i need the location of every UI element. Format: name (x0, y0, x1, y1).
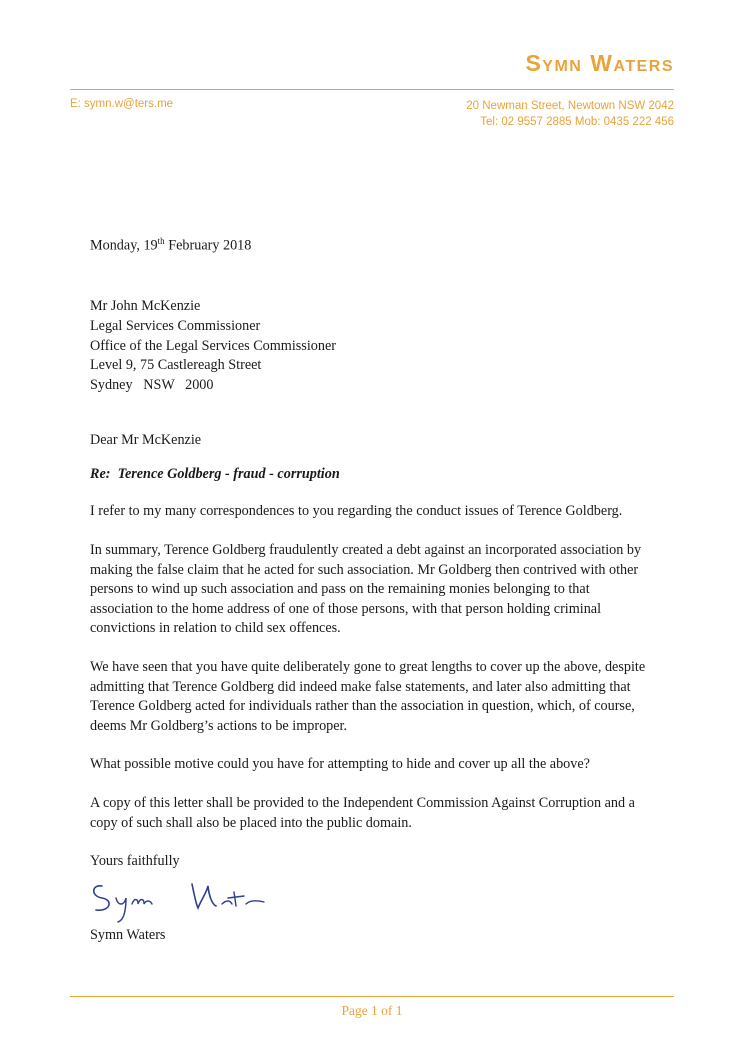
letterhead-address: 20 Newman Street, Newtown NSW 2042 (466, 100, 674, 112)
recipient-line: Level 9, 75 Castlereagh Street (90, 357, 262, 374)
letter-date: Monday, 19th February 2018 (90, 236, 252, 254)
signatory-name: Symn Waters (90, 926, 166, 943)
recipient-line: Legal Services Commissioner (90, 317, 261, 334)
recipient-line: Sydney NSW 2000 (90, 376, 214, 393)
letterhead-brand: Symn Waters (525, 50, 674, 76)
body-paragraph: In summary, Terence Goldberg fraudulently created a debt against an incorporated association by making the false claim that he acted for such association. Mr Goldberg then contrived with other persons to wind up such association and pass on the remaining monies belonging to that association to the home address of one of those persons, with that person holding criminal convictions in relation to child sex offences. (90, 542, 642, 637)
body-paragraph: What possible motive could you have for attempting to hide and cover up all the above? (90, 756, 590, 773)
letterhead-contact (466, 98, 674, 130)
body-paragraph: I refer to my many correspondences to you regarding the conduct issues of Terence Goldberg. (90, 503, 623, 520)
closing: Yours faithfully (90, 853, 180, 870)
body-paragraph: A copy of this letter shall be provided to the Independent Commission Against Corruption and a copy of such shall also be placed into the public domain. (90, 795, 635, 831)
letterhead-email: E: symn.w@ters.me (70, 98, 174, 110)
page-number: Page 1 of 1 (341, 1003, 403, 1018)
footer-divider (70, 996, 674, 997)
subject-line: Re: Terence Goldberg - fraud - corruption (90, 465, 340, 482)
body-paragraph: We have seen that you have quite deliberately gone to great lengths to cover up the above, despite admitting that Terence Goldberg did indeed make false statements, and later also admitting that Terence Goldberg acted for individuals rather than the association in question, which, of course, deems Mr Goldberg’s actions to be improper. (90, 659, 646, 734)
recipient-line: Office of the Legal Services Commissioner (90, 337, 336, 354)
signature (88, 874, 278, 926)
salutation: Dear Mr McKenzie (90, 432, 202, 449)
letterhead-divider (70, 89, 674, 90)
letterhead-phones: Tel: 02 9557 2885 Mob: 0435 222 456 (480, 116, 674, 128)
recipient-address (90, 297, 650, 395)
letter-body (90, 232, 650, 945)
recipient-line: Mr John McKenzie (90, 298, 201, 315)
